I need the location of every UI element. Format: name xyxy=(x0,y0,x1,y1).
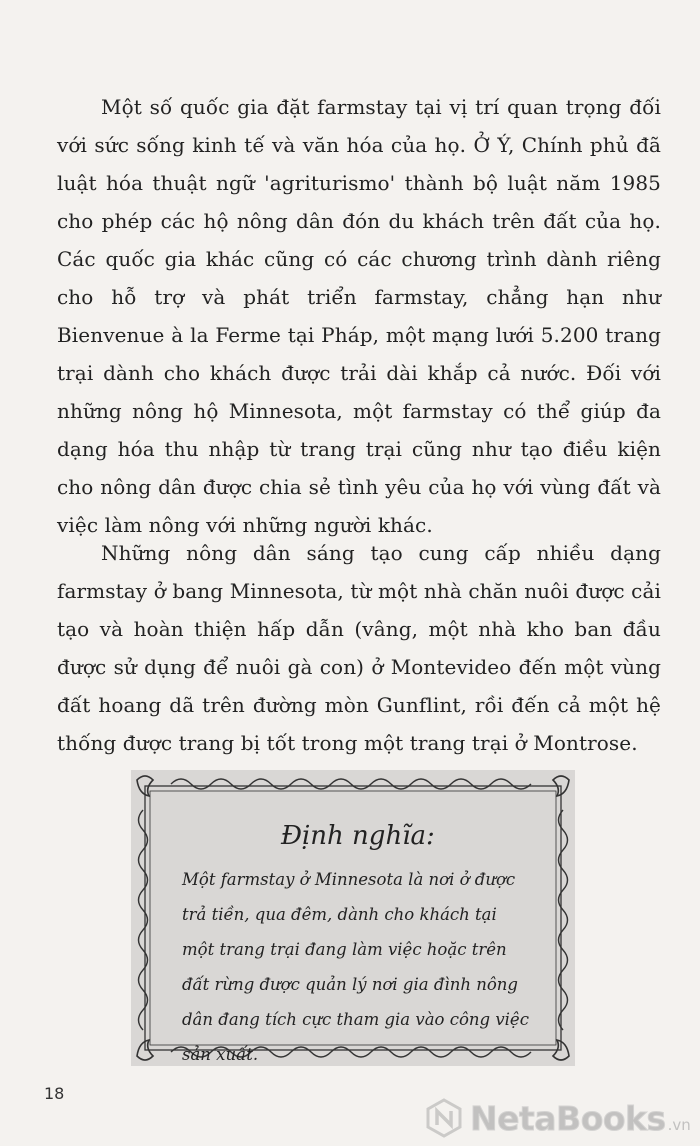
definition-body: Một farmstay ở Minnesota là nơi ở được trả tiền, qua đêm, dành cho khách tại một trang trại đang làm việc hoặc trên đất rừng được quản lý nơi gia đình nông dân đang tích cực tham gia vào công việc sản xuất. xyxy=(182,870,529,1064)
paragraph-2: Những nông dân sáng tạo cung cấp nhiều dạng farmstay ở bang Minnesota, từ một nhà chăn nuôi được cải tạo và hoàn thiện hấp dẫn (vâng, một nhà kho ban đầu được sử dụng để nuôi gà con) ở Montevideo đến một vùng đất hoang dã trên đường mòn Gunflint, rồi đến cả một hệ thống được trang bị tốt trong một trang trại ở Montrose. xyxy=(57,541,661,755)
page-number: 18 xyxy=(44,1084,65,1103)
watermark-text: NetaBooks xyxy=(470,1098,666,1138)
definition-title: Định nghĩa: xyxy=(281,821,435,851)
netabooks-logo-icon xyxy=(424,1098,464,1138)
paragraph-1: Một số quốc gia đặt farmstay tại vị trí quan trọng đối với sức sống kinh tế và văn hóa của họ. Ở Ý, Chính phủ đã luật hóa thuật ngữ 'agriturismo' thành bộ luật năm 1985 cho phép các hộ nông dân đón du khách trên đất của họ. Các quốc gia khác cũng có các chương trình dành riêng cho hỗ trợ và phát triển farmstay, chẳng hạn như Bienvenue à la Ferme tại Pháp, một mạng lưới 5.200 trang trại dành cho khách được trải dài khắp cả nước. Đối với những nông hộ Minnesota, một farmstay có thể giúp đa dạng hóa thu nhập từ trang trại cũng như tạo điều kiện cho nông dân được chia sẻ tình yêu của họ với vùng đất và việc làm nông với những người khác. xyxy=(57,95,661,537)
watermark-suffix: .vn xyxy=(667,1116,691,1134)
watermark xyxy=(424,1096,694,1140)
definition-box xyxy=(131,770,575,1066)
